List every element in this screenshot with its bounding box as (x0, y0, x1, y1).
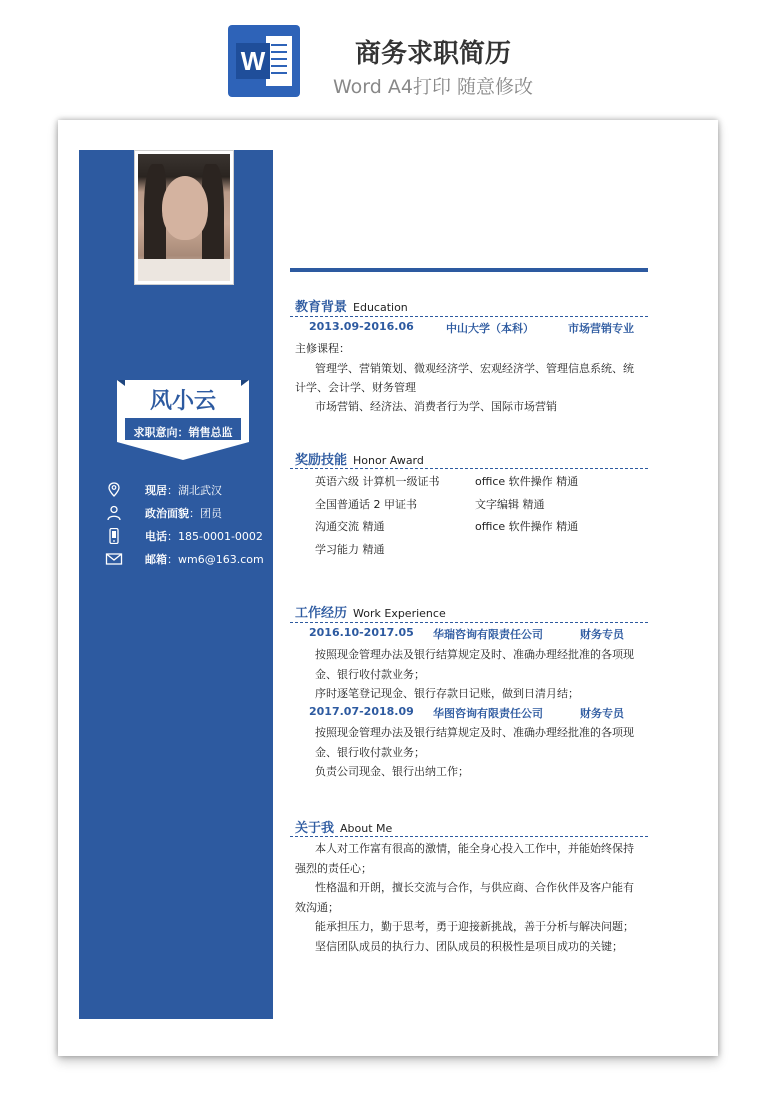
education-major: 市场营销专业 (568, 322, 634, 335)
contact-email: 邮箱：wm6@163.com (105, 551, 264, 567)
contact-political: 政治面貌：团员 (105, 505, 222, 521)
skill-item: 沟通交流 精通 (315, 520, 385, 533)
header-title: 商务求职简历 (354, 39, 511, 69)
skills-divider (290, 468, 648, 469)
job-duty: 金、银行收付款业务； (315, 746, 425, 759)
about-line: 效沟通； (295, 901, 339, 914)
photo-frame (134, 150, 234, 285)
courses-line: 计学、会计学、财务管理 (295, 381, 416, 394)
header (0, 0, 774, 110)
job-period: 2016.10-2017.05 (309, 626, 414, 639)
user-icon (105, 505, 123, 521)
phone-icon (105, 528, 123, 544)
courses-line: 管理学、营销策划、微观经济学、宏观经济学、管理信息系统、统 (315, 362, 634, 375)
education-divider (290, 316, 648, 317)
about-divider (290, 836, 648, 837)
profile-photo (138, 154, 230, 281)
about-heading: 关于我 About Me (295, 821, 393, 836)
job-company: 华图咨询有限责任公司 (433, 707, 543, 720)
education-period: 2013.09-2016.06 (309, 320, 414, 333)
work-divider (290, 622, 648, 623)
job-company: 华瑞咨询有限责任公司 (433, 628, 543, 641)
skill-item: 英语六级 计算机一级证书 (315, 475, 440, 488)
sidebar (79, 150, 273, 1019)
about-line: 强烈的责任心； (295, 862, 372, 875)
about-line: 坚信团队成员的执行力、团队成员的积极性是项目成功的关键； (315, 940, 623, 953)
resume-page (58, 120, 718, 1056)
about-line: 能承担压力，勤于思考，勇于迎接新挑战，善于分析与解决问题； (315, 920, 634, 933)
skills-heading: 奖励技能 Honor Award (295, 453, 424, 468)
work-heading: 工作经历 Work Experience (295, 606, 446, 621)
education-heading: 教育背景 Education (295, 300, 408, 315)
about-line: 性格温和开朗，擅长交流与合作，与供应商、合作伙伴及客户能有 (315, 881, 634, 894)
contact-location: 现居：湖北武汉 (105, 482, 222, 498)
job-duty: 序时逐笔登记现金、银行存款日记账，做到日清月结； (315, 687, 579, 700)
job-position: 财务专员 (580, 707, 624, 720)
job-duty: 按照现金管理办法及银行结算规定及时、准确办理经批准的各项现 (315, 648, 634, 661)
word-icon (228, 25, 300, 97)
contact-phone: 电话：185-0001-0002 (105, 528, 263, 544)
job-duty: 按照现金管理办法及银行结算规定及时、准确办理经批准的各项现 (315, 726, 634, 739)
skill-item: 全国普通话 2 甲证书 (315, 498, 417, 511)
job-period: 2017.07-2018.09 (309, 705, 414, 718)
job-position: 财务专员 (580, 628, 624, 641)
skill-item: 文字编辑 精通 (475, 498, 545, 511)
location-icon (105, 482, 123, 498)
name-banner (117, 380, 249, 460)
skill-item: office 软件操作 精通 (475, 475, 579, 488)
main-column (290, 120, 650, 1056)
mail-icon (105, 551, 123, 567)
courses-label: 主修课程： (295, 342, 350, 355)
about-line: 本人对工作富有很高的激情，能全身心投入工作中，并能始终保持 (315, 842, 634, 855)
header-subtitle: Word A4打印 随意修改 (332, 76, 533, 98)
skill-item: office 软件操作 精通 (475, 520, 579, 533)
candidate-name: 风小云 (149, 389, 216, 414)
word-letter: W (236, 43, 270, 79)
courses-line: 市场营销、经济法、消费者行为学、国际市场营销 (315, 400, 557, 413)
skill-item: 学习能力 精通 (315, 543, 385, 556)
job-duty: 负责公司现金、银行出纳工作； (315, 765, 469, 778)
education-school: 中山大学（本科） (446, 322, 534, 335)
top-divider (290, 268, 648, 272)
job-intent: 求职意向：销售总监 (133, 426, 233, 439)
job-duty: 金、银行收付款业务； (315, 668, 425, 681)
